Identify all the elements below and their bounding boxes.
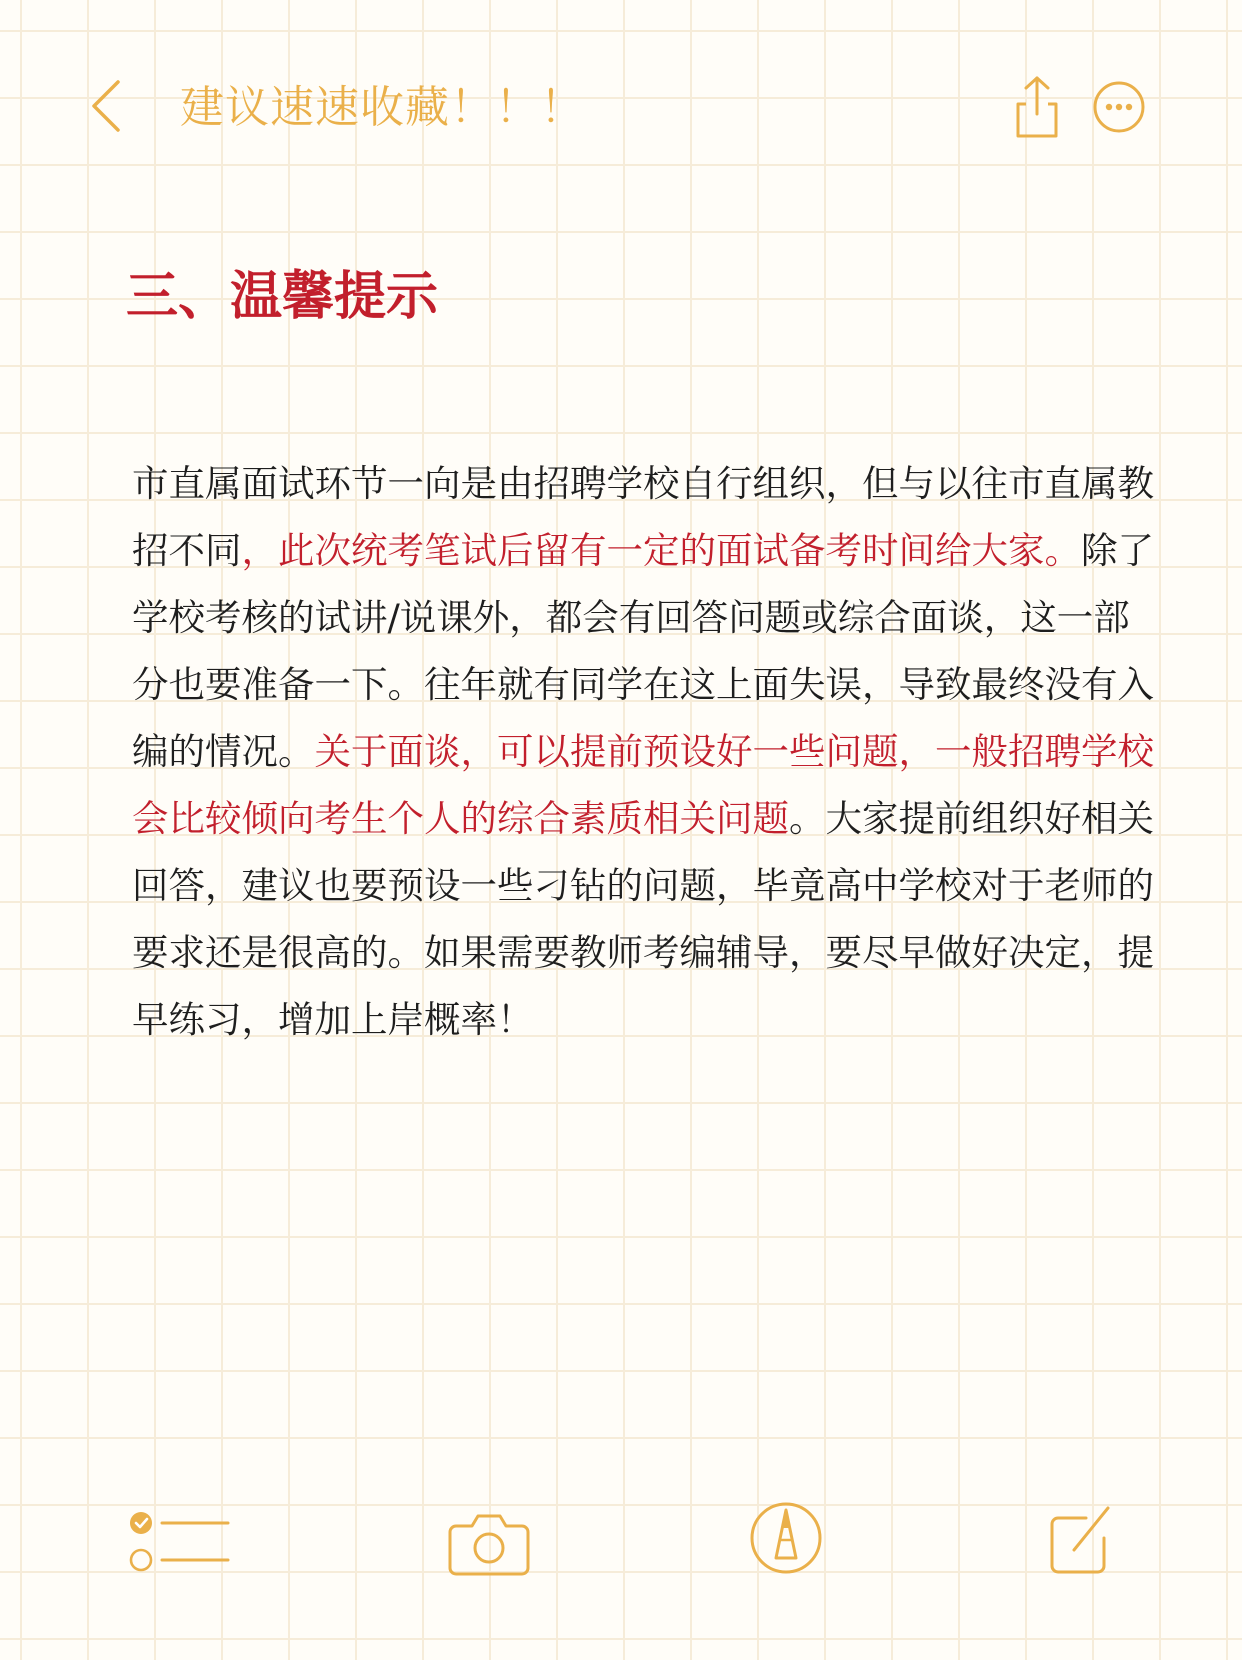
highlighted-text-segment: ，此次统考笔试后留有一定的面试备考时间给大家。	[241, 529, 1081, 572]
camera-button[interactable]	[446, 1510, 532, 1578]
highlighted-text-segment: 关于面谈，可以提前预设好一些问题，一般招聘学校会比较倾向考生个人的综合素质相关问题	[132, 730, 1154, 840]
bottom-toolbar	[0, 1480, 1242, 1610]
body-text-segment: 市直属面试环节一向是由招聘学校自行组织，但与以往市直属教招不同	[132, 462, 1154, 572]
checklist-button[interactable]	[128, 1508, 232, 1578]
compose-button[interactable]	[1046, 1504, 1114, 1578]
body-text-segment: 除了学校考核的试讲/说课外，都会有回答问题或综合面谈，这一部分也要准备一下。往年就有同学在这上面失误，导致最终没有入编的情况。	[132, 529, 1154, 773]
note-body-paragraph	[132, 450, 1162, 1053]
body-text-segment: 。大家提前组织好相关回答，建议也要预设一些刁钻的问题，毕竟高中学校对于老师的要求还是很高的。如果需要教师考编辅导，要尽早做好决定，提早练习，增加上岸概率！	[132, 797, 1154, 1041]
more-button[interactable]	[1092, 80, 1146, 134]
chevron-left-icon	[88, 76, 136, 136]
markup-pen-icon	[748, 1500, 824, 1576]
checklist-icon	[128, 1508, 232, 1578]
compose-icon	[1046, 1504, 1114, 1578]
share-icon	[1012, 74, 1062, 140]
back-button[interactable]	[88, 76, 136, 136]
share-button[interactable]	[1012, 74, 1062, 140]
note-title: 建议速速收藏！！！	[180, 82, 585, 133]
camera-icon	[446, 1510, 532, 1578]
section-heading: 三、温馨提示	[126, 267, 439, 327]
markup-button[interactable]	[748, 1500, 824, 1576]
more-icon	[1092, 80, 1146, 134]
navigation-bar	[0, 0, 1242, 200]
